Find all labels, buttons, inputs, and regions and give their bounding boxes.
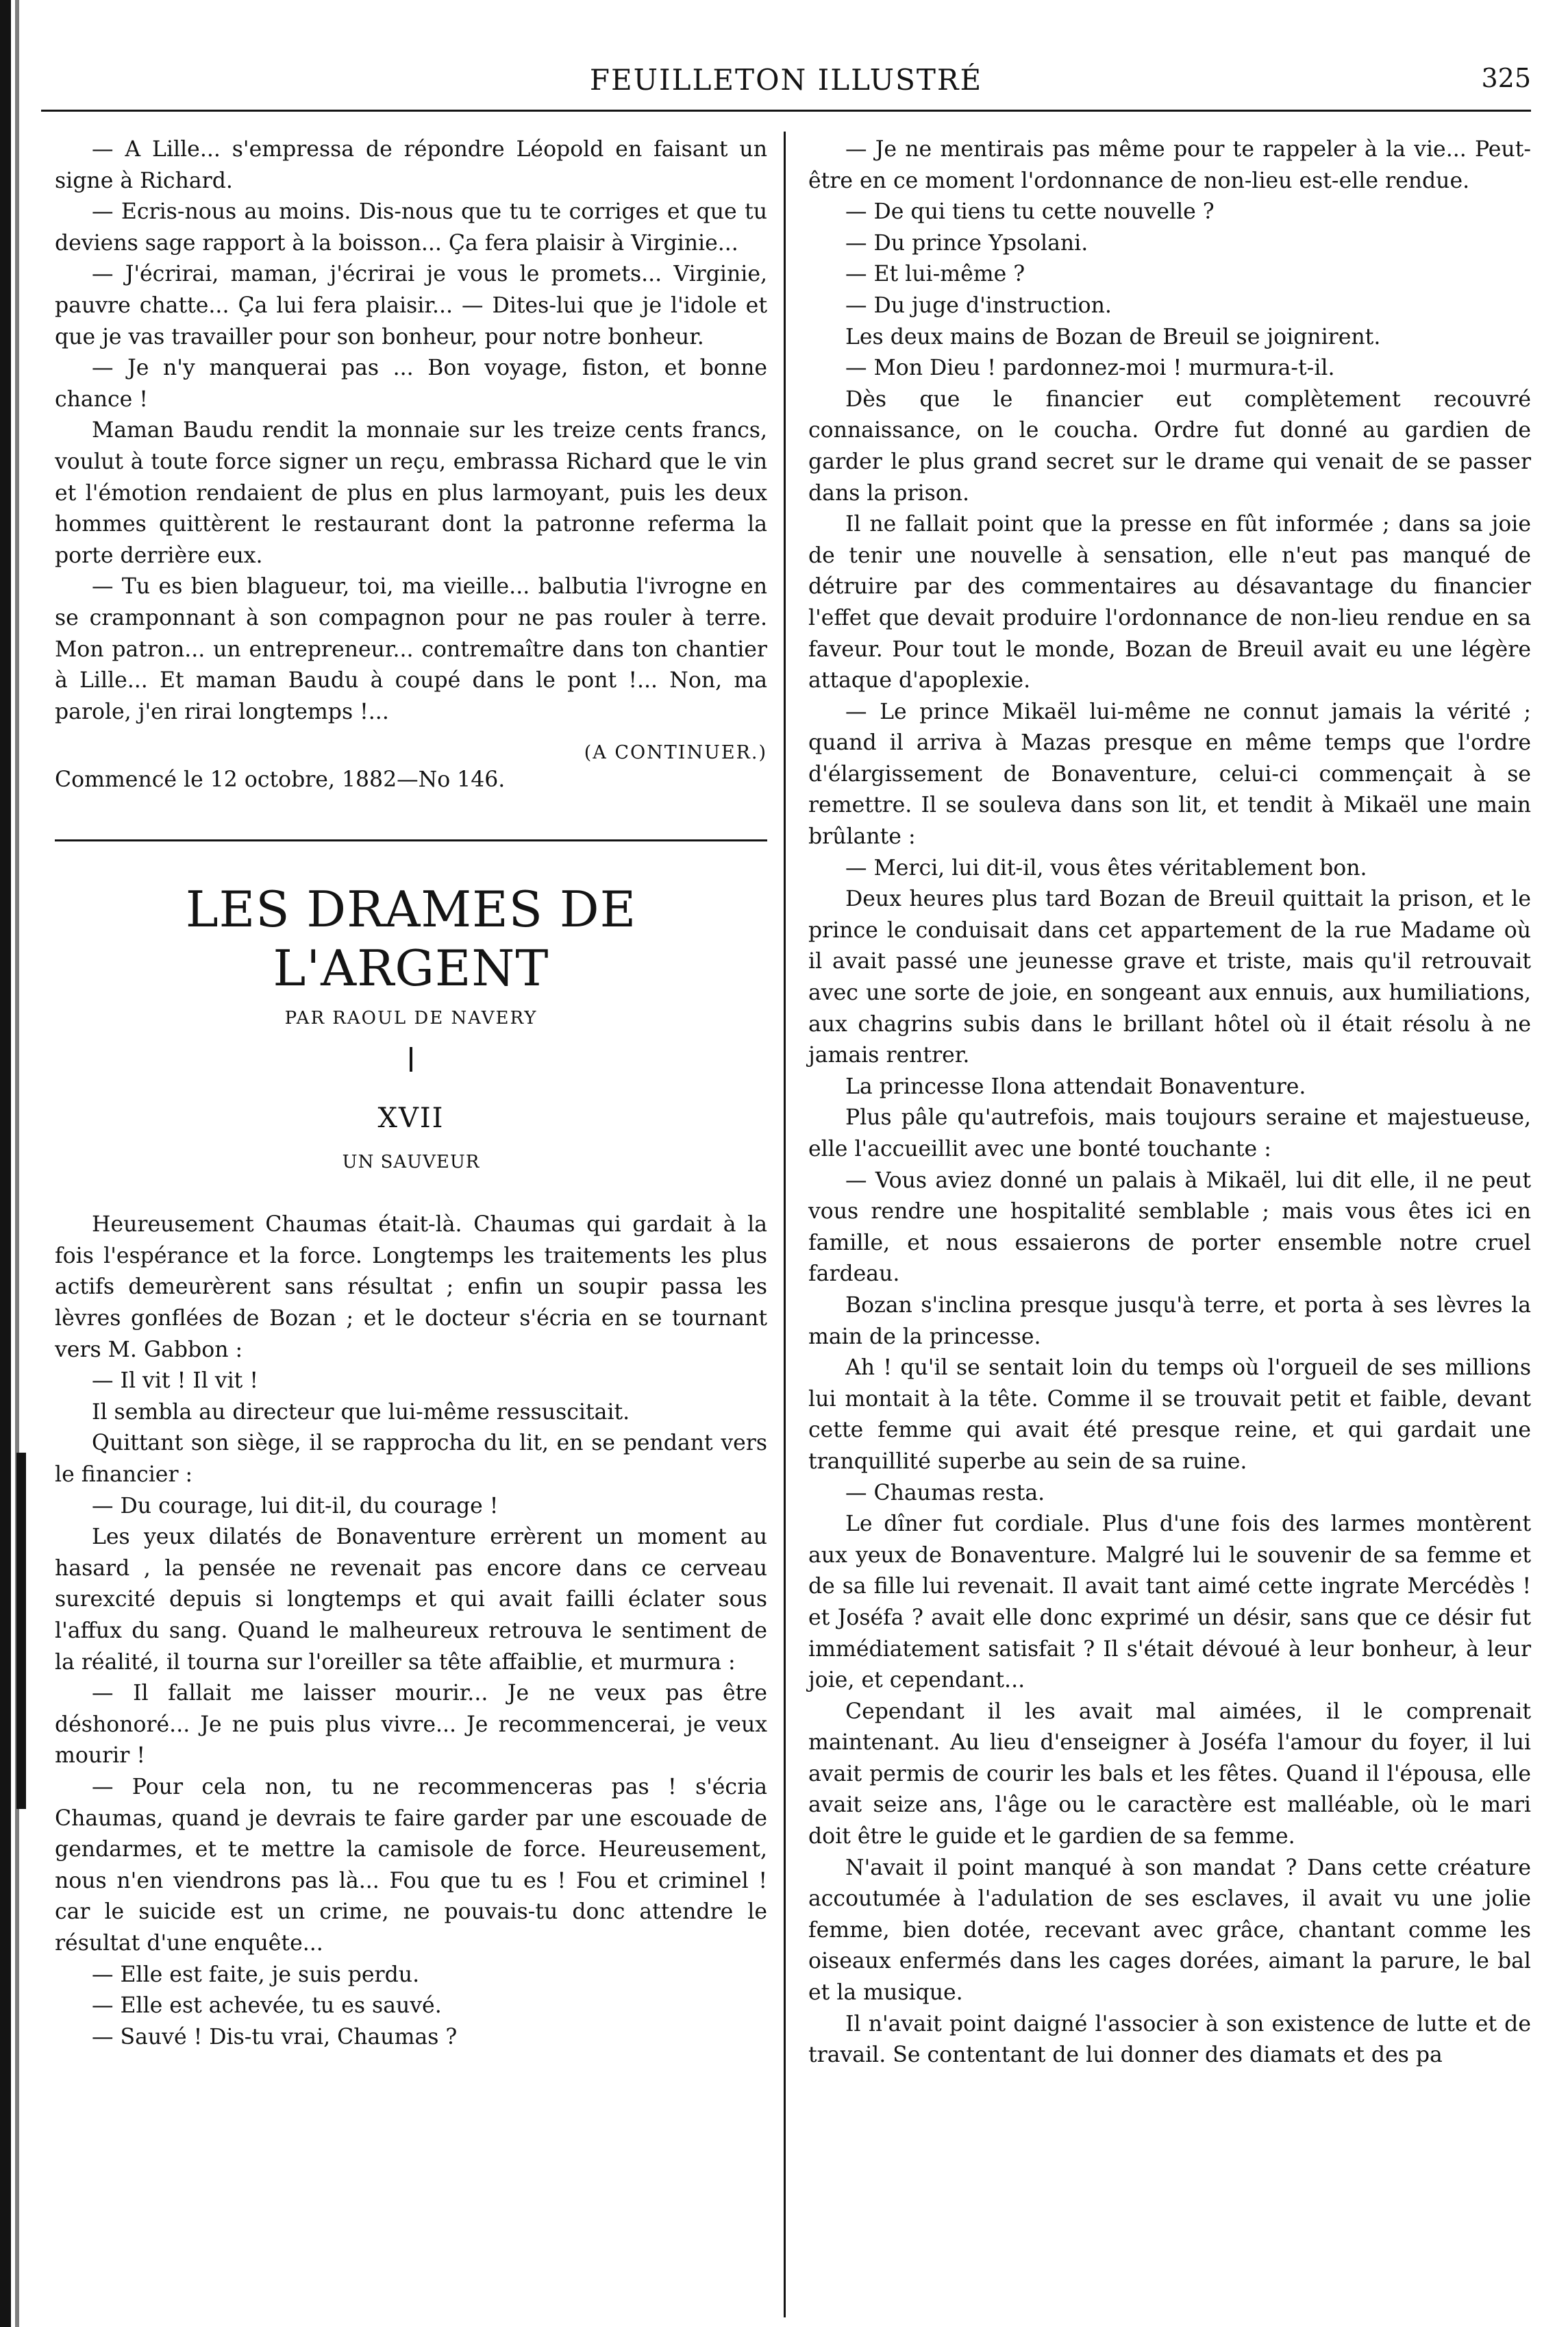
paragraph: — De qui tiens tu cette nouvelle ? xyxy=(845,199,1215,225)
column-divider xyxy=(784,132,786,2317)
paragraph: — A Lille... s'empressa de répondre Léopold en faisant un signe à Richard. xyxy=(55,137,767,193)
paragraph: — Du prince Ypsolani. xyxy=(845,230,1088,256)
paragraph: — Pour cela non, tu ne recommenceras pas ! s'écria Chaumas, quand je devrais te faire garder par une escouade de gendarmes, et te mettre la camisole de force. Heureusement, nous n'en viendrons pas là... Fou que tu es ! Fou et criminel ! car le suicide est un crime, ne pouvais-tu donc attendre le résultat d'une enquête... xyxy=(55,1774,767,1956)
paragraph: Il n'avait point daigné l'associer à son existence de lutte et de travail. Se contentant de lui donner des diamats et des pa xyxy=(808,2011,1531,2068)
paragraph: — Il fallait me laisser mourir... Je ne veux pas être déshonoré... Je ne puis plus vivre... Je recommencerai, je veux mourir ! xyxy=(55,1681,767,1769)
paragraph: — Je n'y manquerai pas ... Bon voyage, fiston, et bonne chance ! xyxy=(55,356,767,412)
paragraph: — Elle est achevée, tu es sauvé. xyxy=(92,1993,442,2019)
paragraph: — Tu es bien blagueur, toi, ma vieille... balbutia l'ivrogne en se cramponnant à son compagnon pour ne pas rouler à terre. Mon patron... un entrepreneur... contremaître dans ton chantier à Lille... Et maman Baudu à coupé dans le pont !... Non, ma parole, j'en rirai longtemps !... xyxy=(55,574,767,724)
paragraph: — Sauvé ! Dis-tu vrai, Chaumas ? xyxy=(92,2024,458,2049)
left-column xyxy=(55,134,767,2053)
title-ornament-rule xyxy=(410,1047,412,1072)
to-be-continued: (A CONTINUER.) xyxy=(584,742,767,764)
paragraph: — Du juge d'instruction. xyxy=(845,293,1112,318)
paragraph: Ah ! qu'il se sentait loin du temps où l'orgueil de ses millions lui montait à la tête. Comme il se trouvait petit et faible, devant cette femme qui avait été presque reine, et qui gardait une tranquillité superbe au sein de sa ruine. xyxy=(808,1355,1531,1474)
chapter-title: UN SAUVEUR xyxy=(342,1151,480,1172)
paragraph: Deux heures plus tard Bozan de Breuil quittait la prison, et le prince le conduisait dans cet appartement de la rue Madame où il avait passé une jeunesse grave et triste, mais qu'il retrouvait avec une sorte de joie, en songeant aux ennuis, aux humiliations, aux chagrins subis dans le brillant hôtel où il était résolu à ne jamais rentrer. xyxy=(808,887,1531,1068)
story-continuation xyxy=(55,134,767,728)
paragraph: — Il vit ! Il vit ! xyxy=(92,1368,258,1394)
paragraph: Maman Baudu rendit la monnaie sur les treize cents francs, voulut à toute force signer un reçu, embrassa Richard que le vin et l'émotion rendaient de plus en plus larmoyant, puis les deux hommes quittèrent le restaurant dont la patronne referma la porte derrière eux. xyxy=(55,418,767,568)
paragraph: — J'écrirai, maman, j'écrirai je vous le promets... Virginie, pauvre chatte... Ça lui fera plaisir... — Dites-lui que je l'idole et que je vas travailler pour son bonheur, pour notre bonheur. xyxy=(55,262,767,349)
paragraph: Il ne fallait point que la presse en fût informée ; dans sa joie de tenir une nouvelle à sensation, elle n'eut pas manqué de détruire par des commentaires au désavantage du financier l'effet que devait produire l'ordonnance de non-lieu rendue en sa faveur. Pour tout le monde, Bozan de Breuil avait eu une légère attaque d'apoplexie. xyxy=(808,512,1531,693)
chapter-text-continued xyxy=(808,134,1531,2071)
paragraph: Les deux mains de Bozan de Breuil se joignirent. xyxy=(845,324,1381,349)
right-column xyxy=(808,134,1531,2071)
paragraph: Quittant son siège, il se rapprocha du lit, en se pendant vers le financier : xyxy=(55,1431,767,1487)
paragraph: — Elle est faite, je suis perdu. xyxy=(92,1962,420,1987)
page-edge-mark xyxy=(16,1453,26,1809)
paragraph: Cependant il les avait mal aimées, il le comprenait maintenant. Au lieu d'enseigner à Joséfa l'amour du foyer, il lui avait permis de courir les bals et les fêtes. Quand il l'épousa, elle avait seize ans, l'âge ou le caractère est malléable, où le mari doit être le guide et le gardien de sa femme. xyxy=(808,1699,1531,1849)
page-edge-shadow xyxy=(0,0,11,2327)
running-header xyxy=(41,63,1531,104)
paragraph: Le dîner fut cordiale. Plus d'une fois des larmes montèrent aux yeux de Bonaventure. Malgré lui le souvenir de sa femme et de sa fille lui revenait. Il avait tant aimé cette ingrate Mercédès ! et Joséfa ? avait elle donc exprimé un désir, sans que ce désir fut immédiatement satisfait ? Il s'était dévoué à leur bonheur, à leur joie, et cependant... xyxy=(808,1512,1531,1693)
paragraph: — Mon Dieu ! pardonnez-moi ! murmura-t-il. xyxy=(845,356,1335,381)
paragraph: Bozan s'inclina presque jusqu'à terre, et porta à ses lèvres la main de la princesse. xyxy=(808,1292,1531,1349)
paragraph: Les yeux dilatés de Bonaventure errèrent un moment au hasard , la pensée ne revenait pas encore dans ce cerveau surexcité depuis si longtemps et qui avait failli éclater sous l'affux du sang. Quand le malheureux retrouva le sentiment de la réalité, il tourna sur l'oreiller sa tête affaiblie, et murmura : xyxy=(55,1525,767,1675)
header-title: FEUILLETON ILLUSTRÉ xyxy=(589,63,983,97)
section-rule xyxy=(55,839,767,841)
paragraph: — Merci, lui dit-il, vous êtes véritablement bon. xyxy=(845,855,1367,881)
header-rule xyxy=(41,110,1531,112)
paragraph: La princesse Ilona attendait Bonaventure. xyxy=(845,1074,1306,1099)
serial-title: LES DRAMES DE L'ARGENT xyxy=(185,881,637,998)
chapter-text xyxy=(55,1209,767,2053)
chapter-number: XVII xyxy=(377,1103,445,1135)
commenced-note: Commencé le 12 octobre, 1882—No 146. xyxy=(55,767,506,792)
paragraph: — Du courage, lui dit-il, du courage ! xyxy=(92,1493,499,1518)
paragraph: — Et lui-même ? xyxy=(845,262,1025,287)
paragraph: Dès que le financier eut complètement recouvré connaissance, on le coucha. Ordre fut donné au gardien de garder le plus grand secret sur le drame qui venait de se passer dans la prison. xyxy=(808,386,1531,506)
paragraph: Il sembla au directeur que lui-même ressuscitait. xyxy=(92,1399,630,1425)
paragraph: Plus pâle qu'autrefois, mais toujours seraine et majestueuse, elle l'accueillit avec une bonté touchante : xyxy=(808,1105,1531,1161)
paragraph: — Ecris-nous au moins. Dis-nous que tu te corriges et que tu deviens sage rapport à la boisson... Ça fera plaisir à Virginie... xyxy=(55,199,767,256)
paragraph: — Le prince Mikaël lui-même ne connut jamais la vérité ; quand il arriva à Mazas presque en même temps que l'ordre d'élargissement de Bonaventure, celui-ci commençait à se remettre. Il se souleva dans son lit, et tendit à Mikaël une main brûlante : xyxy=(808,699,1531,850)
paragraph: N'avait il point manqué à son mandat ? Dans cette créature accoutumée à l'adulation de ses esclaves, il avait vu une jolie femme, bien dotée, recevant avec grâce, chantant comme les oiseaux enfermés dans les cages dorées, aimant la parure, le bal et la musique. xyxy=(808,1855,1531,2006)
paragraph: — Vous aviez donné un palais à Mikaël, lui dit elle, il ne peut vous rendre une hospitalité semblable ; mais vous êtes ici en famille, et nous essaierons de porter ensemble notre cruel fardeau. xyxy=(808,1168,1531,1287)
page-edge-line xyxy=(15,0,19,2327)
paragraph: — Chaumas resta. xyxy=(845,1480,1045,1505)
paragraph: Heureusement Chaumas était-là. Chaumas qui gardait à la fois l'espérance et la force. Longtemps les traitements les plus actifs demeurèrent sans résultat ; enfin un soupir passa les lèvres gonflées de Bozan ; et le docteur s'écria en se tournant vers M. Gabbon : xyxy=(55,1212,767,1362)
paragraph: — Je ne mentirais pas même pour te rappeler à la vie... Peut-être en ce moment l'ordonnance de non-lieu est-elle rendue. xyxy=(808,137,1531,193)
page-number: 325 xyxy=(1481,63,1531,93)
serial-author: PAR RAOUL DE NAVERY xyxy=(284,1008,538,1029)
